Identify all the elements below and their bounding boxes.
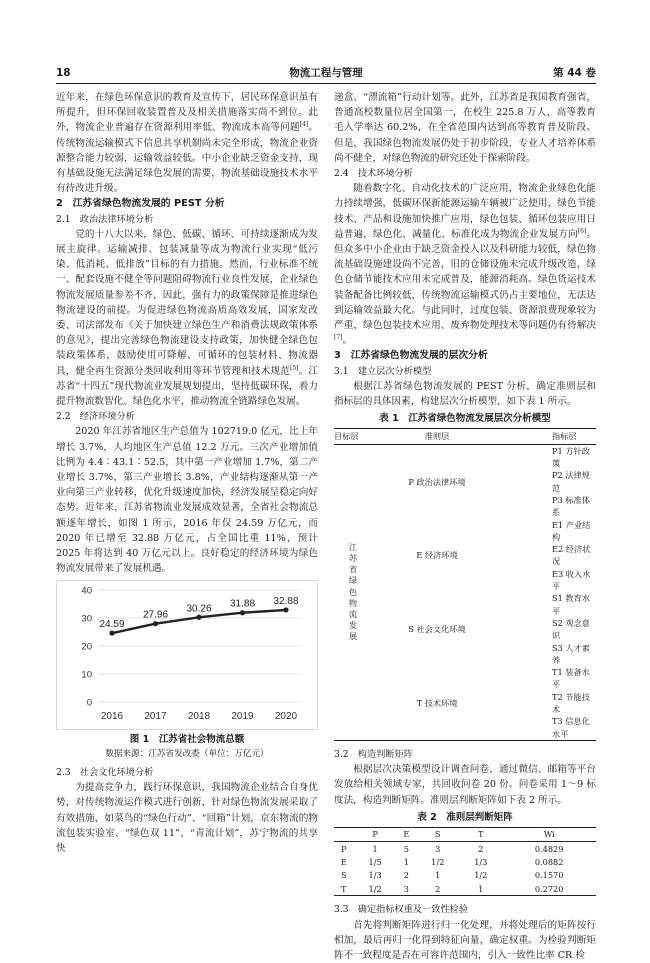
y-tick-label: 20 (81, 641, 92, 652)
subsection-2-4-title: 2.4 技术环境分析 (334, 168, 413, 180)
table-1-head-indicator: 指标层 (552, 431, 577, 442)
data-point (196, 614, 201, 619)
y-tick-label: 0 (86, 697, 92, 708)
table-2-row (334, 842, 596, 856)
table-2-cell: 1/3 (368, 870, 382, 881)
table-2-cell: 1/3 (474, 857, 488, 867)
x-tick-label: 2020 (274, 710, 298, 722)
table-2-row (334, 869, 596, 882)
table-2-cell: 0.0882 (534, 857, 564, 867)
table-2-row (334, 882, 596, 896)
table-1-indicator-cell: T3 信息化水平 (552, 716, 590, 739)
table-1-indicator-cell: S1 教育水平 (552, 593, 590, 616)
data-label: 27.96 (142, 609, 169, 621)
table-1-indicator-cell: P1 方针政策 (552, 445, 590, 469)
subsection-2-3-title: 2.3 社会文化环境分析 (56, 766, 154, 778)
table-2-cell: 0.4829 (534, 843, 564, 854)
table-2-cell: S (340, 870, 347, 881)
table-1-head-criterion: 准则层 (424, 431, 450, 442)
table-2-head-cell (334, 827, 354, 841)
running-header (56, 66, 596, 80)
journal-name: 物流工程与管理 (289, 67, 363, 79)
table-2-head-cell: T (478, 829, 484, 840)
table-2-cell: 1 (403, 857, 409, 867)
table-1-indicator-cell: P2 法律规范 (552, 470, 590, 493)
table-1-goal-cell: 江苏省绿色物流发展 (348, 541, 358, 642)
table-1-criterion-cell: P 政治法律环境 (408, 476, 466, 487)
table-2-row (334, 856, 596, 869)
table-2-cell: 1/2 (474, 870, 488, 881)
table-2-cell: 5 (403, 843, 409, 854)
subsection-2-2-title: 2.2 经济环境分析 (56, 411, 135, 423)
data-point (240, 610, 245, 615)
subsection-3-3-title: 3.3 确定指标权重及一致性检验 (334, 904, 469, 916)
volume-label: 第 44 卷 (553, 67, 596, 79)
table-1 (334, 428, 596, 740)
table-2-cell: 2 (403, 870, 409, 881)
data-label: 31.88 (229, 598, 256, 610)
paragraph-2-3: 为提高竞争力，践行环保意识，我国物流企业结合自身优势，对传统物流运作模式进行创新，针对绿色物流发展采取了有效措施，如菜鸟的“绿色行动”、“回箱”计划，京东物流的物流包装实验室、“绿色双 11”、“青流计划”，苏宁物流的共享快 (56, 782, 318, 854)
table-2-cell: 1/2 (431, 857, 445, 867)
table-1-indicator-cell: P3 标准体系 (552, 494, 590, 518)
x-tick-label: 2016 (100, 710, 124, 722)
table-2-cell: 3 (435, 843, 441, 854)
table-2-cell: 2 (435, 883, 441, 894)
table-1-row (334, 519, 596, 544)
y-tick-label: 40 (81, 585, 92, 596)
table-1-criterion-cell: E 经济环境 (416, 550, 458, 561)
table-2-cell: 1 (372, 843, 378, 854)
header-rule (56, 83, 596, 84)
table-2-cell: 2 (478, 843, 484, 854)
x-tick-label: 2018 (187, 710, 211, 722)
paragraph-3-2: 根据层次决策模型设计调查问卷，通过微信、邮箱等平台发放给相关领域专家，共回收问卷 20 份。问卷采用 1～9 标度法，构造判断矩阵。准则层判断矩阵如下表 2 所示。 (334, 764, 596, 806)
data-label: 24.59 (99, 618, 125, 630)
table-2-cell: 1/2 (368, 883, 382, 894)
table-1-indicator-cell: T1 装备水平 (552, 667, 590, 690)
x-tick-label: 2019 (231, 710, 254, 722)
table-2-caption: 表 2 准则层判断矩阵 (417, 811, 513, 823)
subsection-3-1-title: 3.1 建立层次分析模型 (334, 365, 432, 377)
table-1-indicator-cell: S3 人才素养 (552, 642, 590, 665)
table-2-cell: P (341, 843, 347, 854)
right-column (334, 90, 596, 963)
table-2-head-cell: Wi (543, 829, 555, 840)
table-1-row (334, 444, 596, 469)
paragraph-3-1: 根据江苏省绿色物流发展的 PEST 分析，确定准则层和指标层的具体因素，构建层次分析模型，如下表 1 所示。 (334, 380, 596, 408)
table-2-cell: 1 (478, 883, 484, 894)
table-2-cell: 3 (403, 883, 409, 894)
data-label: 32.88 (273, 595, 299, 607)
paragraph-intro: 近年来，在绿色环保意识的教育及宣传下，居民环保意识虽有所提升，但环保回收装置普及及相关措施落实尚不到位。此外，物流企业普遍存在资源利用率低、物流成本高等问题[4]。传统物流运输模式下信息共享机制尚未完全形成，物流企业资源整合能力较弱，运输效益较低。中小企业缺乏资金支持，现有基础设施无法满足绿色发展的需要，物流基础设施技术水平有待改进升级。 (56, 92, 318, 195)
section-3-title: 3 江苏省绿色物流发展的层次分析 (334, 350, 488, 362)
table-1-indicator-cell: E3 收入水平 (552, 568, 591, 592)
table-2-cell: E (340, 857, 347, 867)
subsection-2-1-title: 2.1 政治法律环境分析 (56, 213, 154, 225)
table-1-criterion-cell: S 社会文化环境 (408, 624, 466, 635)
table-1-header-row (334, 429, 596, 444)
table-1-row (334, 592, 596, 617)
paragraph-2-3-continued: 递盒、“漂流箱”行动计划等。此外，江苏省是我国教育强省，普通高校数量位居全国第一，在校生 225.8 万人，高等教育毛入学率达 60.2%，在全省范围内达到高等教育普及阶段。但是，我国绿色物流发展仍处于初步阶段，专业人才培养体系尚不健全，对绿色物流的研究还处于探索阶段。 (334, 92, 596, 164)
table-1-indicator-cell: S2 观念意识 (552, 617, 590, 641)
line-chart (56, 580, 318, 730)
left-column (56, 90, 318, 856)
table-1-criterion-cell: T 技术环境 (416, 697, 458, 708)
paragraph-2-1: 党的十八大以来，绿色、低碳、循环、可持续逐渐成为发展主旋律。运输减排、包装减量等成为物流行业实现“低污染、低消耗、低排放”目标的有力措施。然而，行业标准不统一、配套设施不健全等问题阻碍物流行业良性发展，企业绿色物流发展质量参差不齐，因此，强有力的政策保障是推进绿色物流建设的前提。为促进绿色物流高质高效发展，国家发改委、司法部发布《关于加快建立绿色生产和消费法规政策体系的意见》，提出完善绿色物流建设支持政策，加快健全绿色包装政策体系，鼓励使用可降解、可循环的包装材料、物流器具，健全再生资源分类回收利用等环节管理和技术规范[5]。江苏省“十四五”现代物流业发展规划提出，坚持低碳环保，着力提升物流数智化、绿色化水平，推动物流全链路绿色发展。 (56, 228, 318, 408)
paragraph-3-3: 首先将判断矩阵进行归一化处理，并将处理后的矩阵按行相加，最后再归一化得到特征向量，确定权重。为检验判断矩阵不一致程度是否在可容许范围内，引入一致性比率 CR 检 (334, 919, 596, 961)
y-tick-label: 10 (81, 669, 92, 680)
x-tick-label: 2017 (144, 710, 167, 722)
table-2-head-cell: E (403, 829, 410, 840)
table-2-cell: T (341, 883, 347, 894)
paragraph-2-2: 2020 年江苏省地区生产总值为 102719.0 亿元，比上年增长 3.7%，人均地区生产总值 12.2 万元。三次产业增加值比例为 4.4∶43.1∶52.5，其中第一产业增加 1.7%，第二产业增长 3.7%，第三产业增长 3.8%，产业结构逐渐从第一产业向第三产业转移，优化升级速度加快，经济发展呈稳定向好态势。近年来，江苏省物流业发展成效显著，全省社会物流总额逐年增长，如图 1 所示，2016 年仅 24.59 万亿元，而 2020 年已增至 32.88 万亿元，占全国比重 11%，预计 2025 年将达到 40 万亿元以上。良好稳定的经济环境为绿色物流发展带来了发展机遇。 (56, 426, 318, 575)
table-1-caption: 表 1 江苏省绿色物流发展层次分析模型 (379, 413, 551, 425)
table-2-cell: 1/5 (368, 857, 382, 867)
paragraph-2-4: 随着数字化、自动化技术的广泛应用，物流企业绿色化能力持续增强，低碳环保新能源运输车辆被广泛使用，绿色节能技术、产品和设施加快推广应用，绿色包装、循环包装应用日益普遍，绿色化、减量化、标准化成为物流企业发展方向[6]。但众多中小企业由于缺乏资金投入以及科研能力较低，绿色物流基础设施建设尚不完善，旧的仓储设施未完成升级改造，绿色仓储节能技术应用未完成普及，能源消耗高。绿色货运技术装备配备比例较低，传统物流运输模式仍占主要地位，无法达到运输效益最大化。与此同时，过度包装、资源浪费现象较为严重，绿色包装技术应用、废弃物处理技术等问题仍有待解决[7]。 (334, 183, 596, 347)
data-point (153, 621, 158, 626)
data-label: 30.26 (186, 602, 212, 614)
figure-1-chart (56, 580, 318, 730)
section-2-title: 2 江苏省绿色物流发展的 PEST 分析 (56, 198, 225, 210)
table-2-cell: 1 (435, 870, 441, 881)
data-point (109, 630, 114, 635)
page-number: 18 (56, 67, 71, 79)
table-1-head-goal: 目标层 (334, 431, 359, 442)
table-2-cell: 0.1570 (534, 870, 564, 881)
table-2-cell: 0.2720 (534, 883, 564, 894)
data-point (283, 607, 288, 612)
table-1-row (334, 666, 596, 691)
table-1-indicator-cell: T2 节能技术 (552, 691, 590, 714)
figure-1-caption: 图 1 江苏省社会物流总额 (129, 733, 245, 745)
figure-1-source: 数据来源：江苏省发改委（单位：万亿元） (105, 748, 269, 759)
table-2 (334, 827, 596, 896)
y-tick-label: 30 (81, 613, 92, 624)
table-2-header-row (334, 827, 596, 841)
table-1-indicator-cell: E2 经济状况 (552, 544, 591, 567)
table-1-indicator-cell: E1 产业结构 (552, 519, 591, 542)
table-2-head-cell: P (372, 829, 378, 840)
table-2-head-cell: S (434, 829, 441, 840)
subsection-3-2-title: 3.2 构造判断矩阵 (334, 748, 413, 760)
